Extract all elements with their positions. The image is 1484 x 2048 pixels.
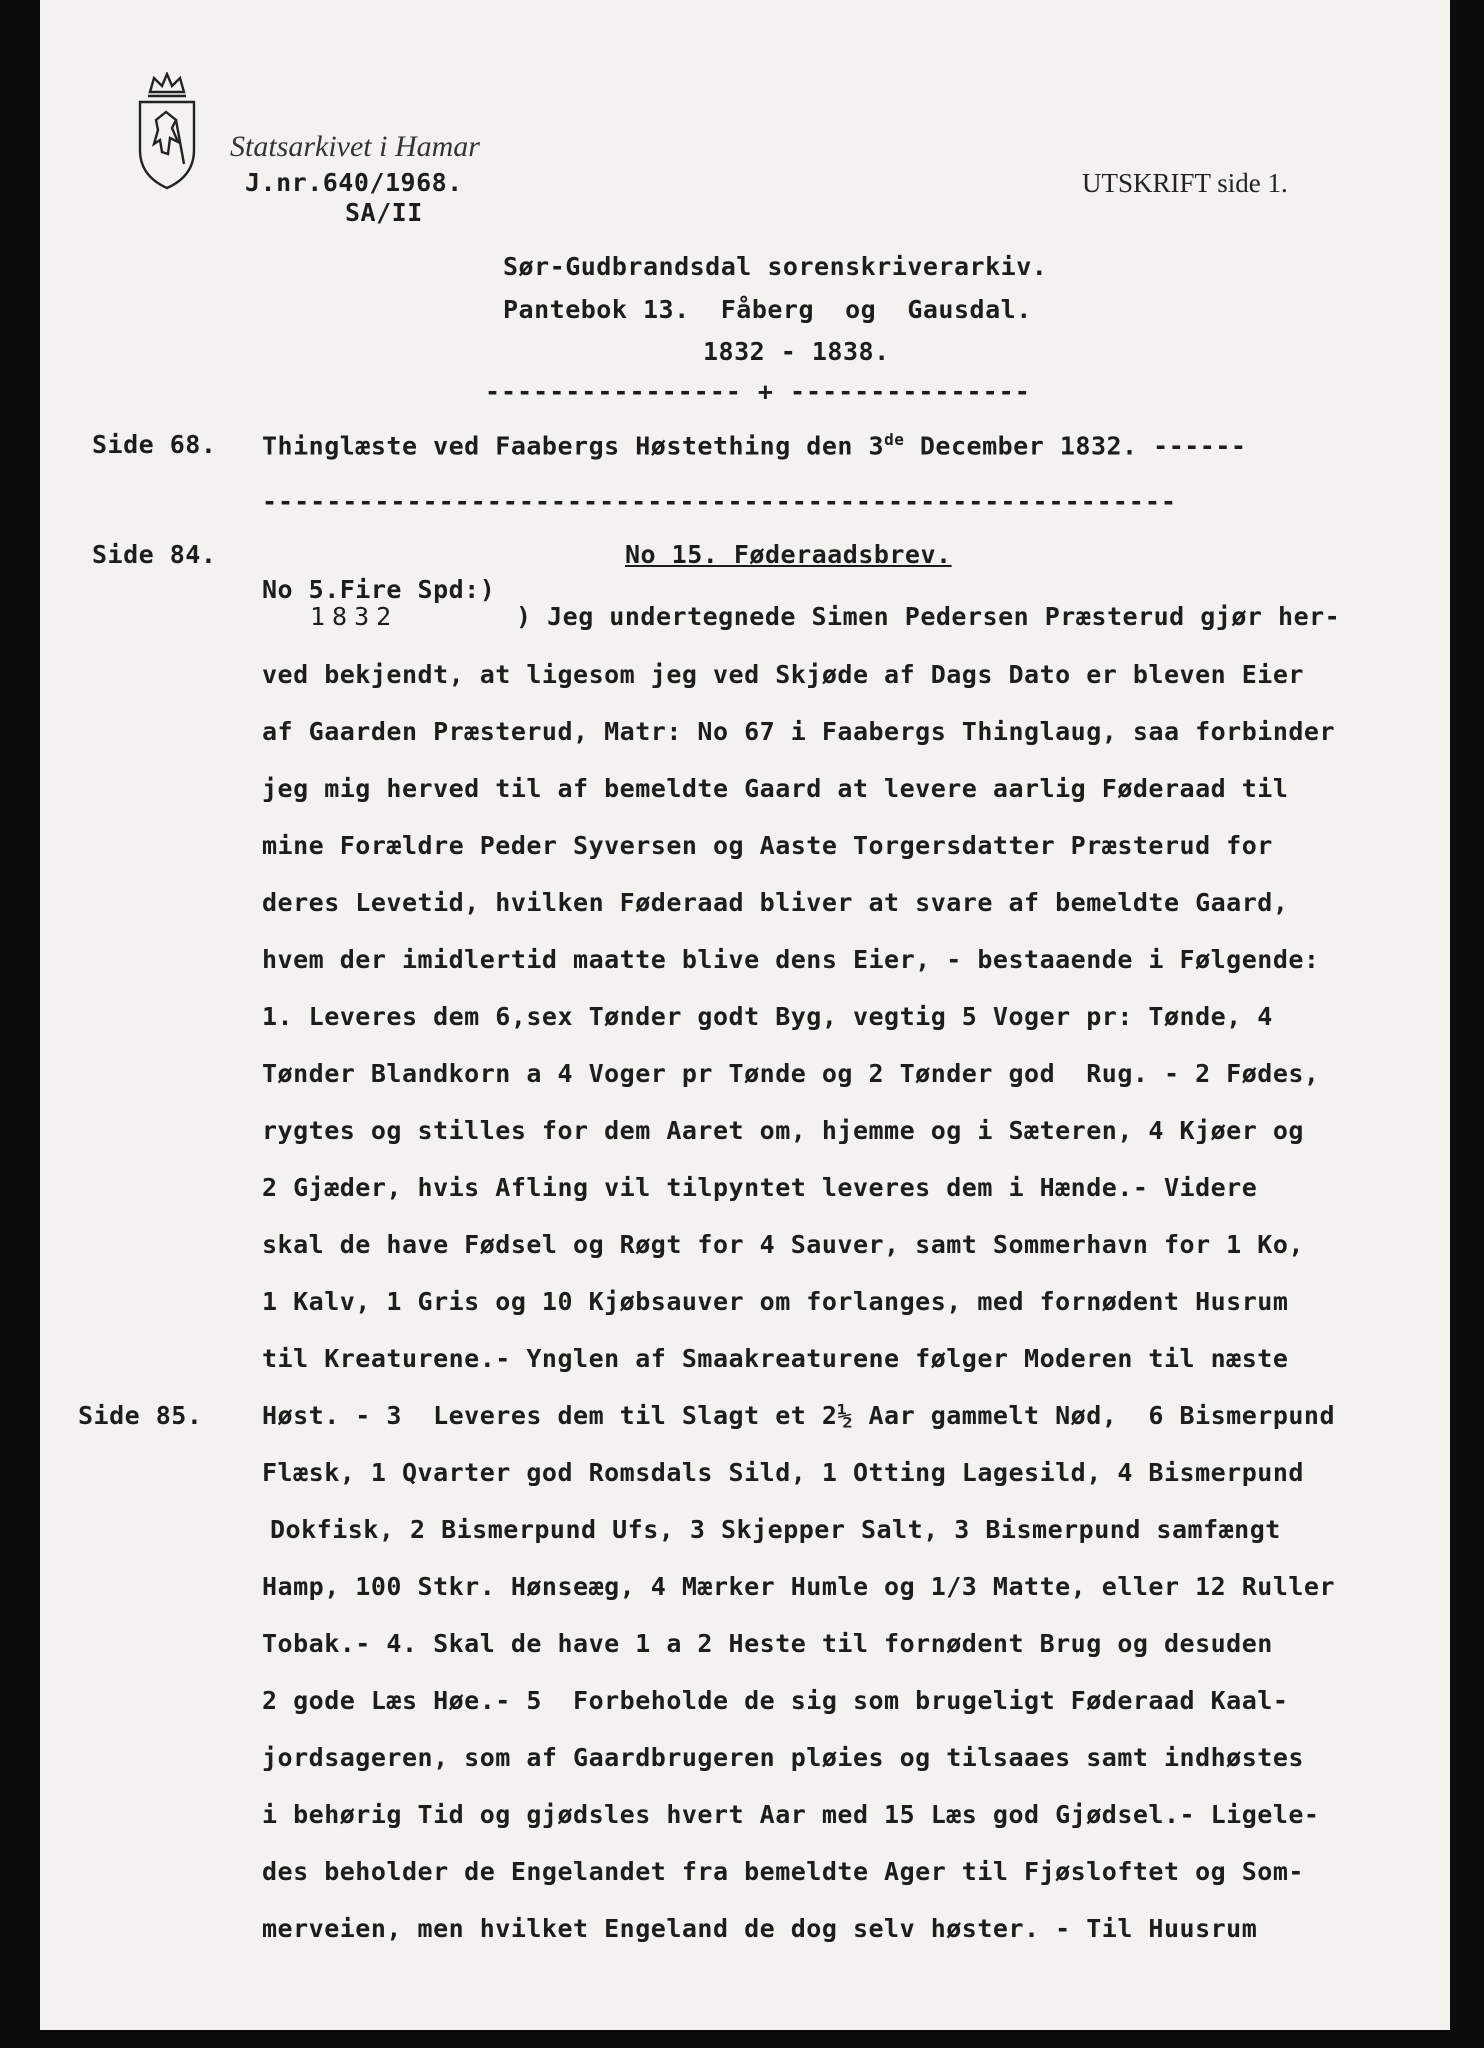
body-line: mine Forældre Peder Syversen og Aaste Torgersdatter Præsterud for: [262, 831, 1273, 860]
body-line: ) Jeg undertegnede Simen Pedersen Præsterud gjør her-: [516, 602, 1341, 631]
journal-number: J.nr.640/1968.: [245, 168, 463, 197]
body-line: 1. Leveres dem 6,sex Tønder godt Byg, vegtig 5 Voger pr: Tønde, 4: [262, 1002, 1273, 1031]
document-subtitle: Pantebok 13. Fåberg og Gausdal.: [503, 295, 1032, 324]
title-divider: ---------------- + ---------------: [485, 377, 1031, 406]
body-line: 1 Kalv, 1 Gris og 10 Kjøbsauver om forlanges, med fornødent Husrum: [262, 1287, 1289, 1316]
side-reference: Side 84.: [92, 540, 217, 569]
body-line: jordsageren, som af Gaardbrugeren pløies og tilsaaes samt indhøstes: [262, 1743, 1304, 1772]
body-line: til Kreaturene.- Ynglen af Smaakreaturene følger Moderen til næste: [262, 1344, 1289, 1373]
body-line: Høst. - 3 Leveres dem til Slagt et 2½ Aar gammelt Nød, 6 Bismerpund: [262, 1401, 1336, 1430]
body-line: Tobak.- 4. Skal de have 1 a 2 Heste til fornødent Brug og desuden: [262, 1629, 1273, 1658]
body-line: des beholder de Engelandet fra bemeldte Ager til Fjøsloftet og Som-: [262, 1857, 1304, 1886]
body-line: Tønder Blandkorn a 4 Voger pr Tønde og 2 Tønder god Rug. - 2 Fødes,: [262, 1059, 1320, 1088]
body-line: jeg mig herved til af bemeldte Gaard at levere aarlig Føderaad til: [262, 774, 1289, 803]
body-line: deres Levetid, hvilken Føderaad bliver at svare af bemeldte Gaard,: [262, 888, 1289, 917]
margin-note: 1832: [310, 602, 399, 631]
body-line: hvem der imidlertid maatte blive dens Eier, - bestaaende i Følgende:: [262, 945, 1320, 974]
body-line: Flæsk, 1 Qvarter god Romsdals Sild, 1 Otting Lagesild, 4 Bismerpund: [262, 1458, 1304, 1487]
section-heading: Thinglæste ved Faabergs Høstething den 3de December 1832. ------: [262, 430, 1247, 461]
body-line: 2 Gjæder, hvis Afling vil tilpyntet leveres dem i Hænde.- Videre: [262, 1173, 1258, 1202]
body-line: i behørig Tid og gjødsles hvert Aar med 15 Læs god Gjødsel.- Ligele-: [262, 1800, 1320, 1829]
department: SA/II: [345, 198, 423, 227]
side-reference: Side 85.: [78, 1401, 203, 1430]
body-line: 2 gode Læs Høe.- 5 Forbeholde de sig som brugeligt Føderaad Kaal-: [262, 1686, 1289, 1715]
document-page: [40, 0, 1450, 2030]
body-line: Dokfisk, 2 Bismerpund Ufs, 3 Skjepper Salt, 3 Bismerpund samfængt: [270, 1515, 1281, 1544]
document-title: Sør-Gudbrandsdal sorenskriverarkiv.: [503, 252, 1048, 281]
page-label: UTSKRIFT side 1.: [1082, 168, 1288, 198]
body-line: merveien, men hvilket Engeland de dog selv høster. - Til Huusrum: [262, 1914, 1258, 1943]
margin-note: No 5.Fire Spd:): [262, 575, 496, 604]
side-reference: Side 68.: [92, 430, 217, 459]
body-line: skal de have Fødsel og Røgt for 4 Sauver, samt Sommerhavn for 1 Ko,: [262, 1230, 1304, 1259]
norwegian-coat-of-arms-logo: [132, 72, 202, 192]
section-divider: ---------------------------------------------------------: [262, 487, 1177, 516]
body-line: Hamp, 100 Stkr. Hønseæg, 4 Mærker Humle og 1/3 Matte, eller 12 Ruller: [262, 1572, 1336, 1601]
body-line: af Gaarden Præsterud, Matr: No 67 i Faabergs Thinglaug, saa forbinder: [262, 717, 1336, 746]
archive-name: Statsarkivet i Hamar: [230, 130, 480, 163]
deed-heading: No 15. Føderaadsbrev.: [625, 540, 952, 569]
body-line: ved bekjendt, at ligesom jeg ved Skjøde af Dags Dato er bleven Eier: [262, 660, 1304, 689]
document-years: 1832 - 1838.: [703, 337, 890, 366]
body-line: rygtes og stilles for dem Aaret om, hjemme og i Sæteren, 4 Kjøer og: [262, 1116, 1304, 1145]
